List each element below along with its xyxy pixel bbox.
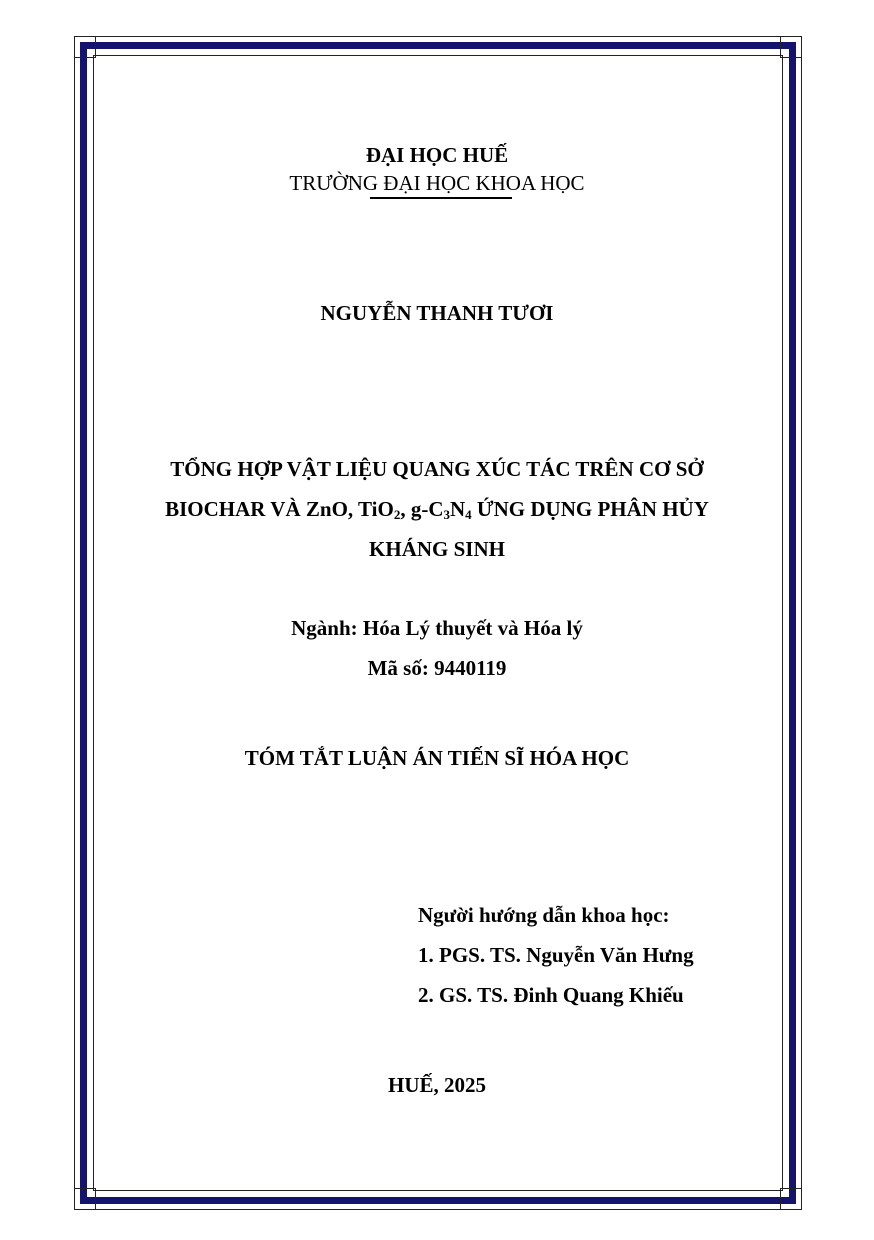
document-type: TÓM TẮT LUẬN ÁN TIẾN SĨ HÓA HỌC: [244, 746, 630, 770]
advisors-heading: Người hướng dẫn khoa học:: [418, 903, 670, 927]
header-underline: [370, 197, 512, 199]
thesis-title-line-1: TỔNG HỢP VẬT LIỆU QUANG XÚC TÁC TRÊN CƠ SỞ: [170, 457, 704, 481]
thesis-title-line-2: BIOCHAR VÀ ZnO, TiO$_2$, $g-C_3N_4$ ỨNG DỤNG PHÂN HỦY: [165, 497, 709, 522]
border-corner-top-right: [780, 36, 802, 58]
school-name: TRƯỜNG ĐẠI HỌC KHOA HỌC: [289, 171, 585, 195]
major: Ngành: Hóa Lý thuyết và Hóa lý: [291, 616, 583, 640]
author-name: NGUYỄN THANH TƯƠI: [320, 301, 554, 325]
thesis-title-line-3: KHÁNG SINH: [369, 537, 505, 561]
border-corner-bottom-left: [74, 1188, 96, 1210]
border-corner-top-left: [74, 36, 96, 58]
advisor-2: 2. GS. TS. Đinh Quang Khiếu: [418, 983, 684, 1007]
border-corner-bottom-right: [780, 1188, 802, 1210]
place-year: HUẾ, 2025: [387, 1073, 486, 1097]
major-code: Mã số: 9440119: [367, 656, 507, 680]
advisor-1: 1. PGS. TS. Nguyễn Văn Hưng: [418, 943, 694, 967]
university-name: ĐẠI HỌC HUẾ: [365, 143, 509, 167]
